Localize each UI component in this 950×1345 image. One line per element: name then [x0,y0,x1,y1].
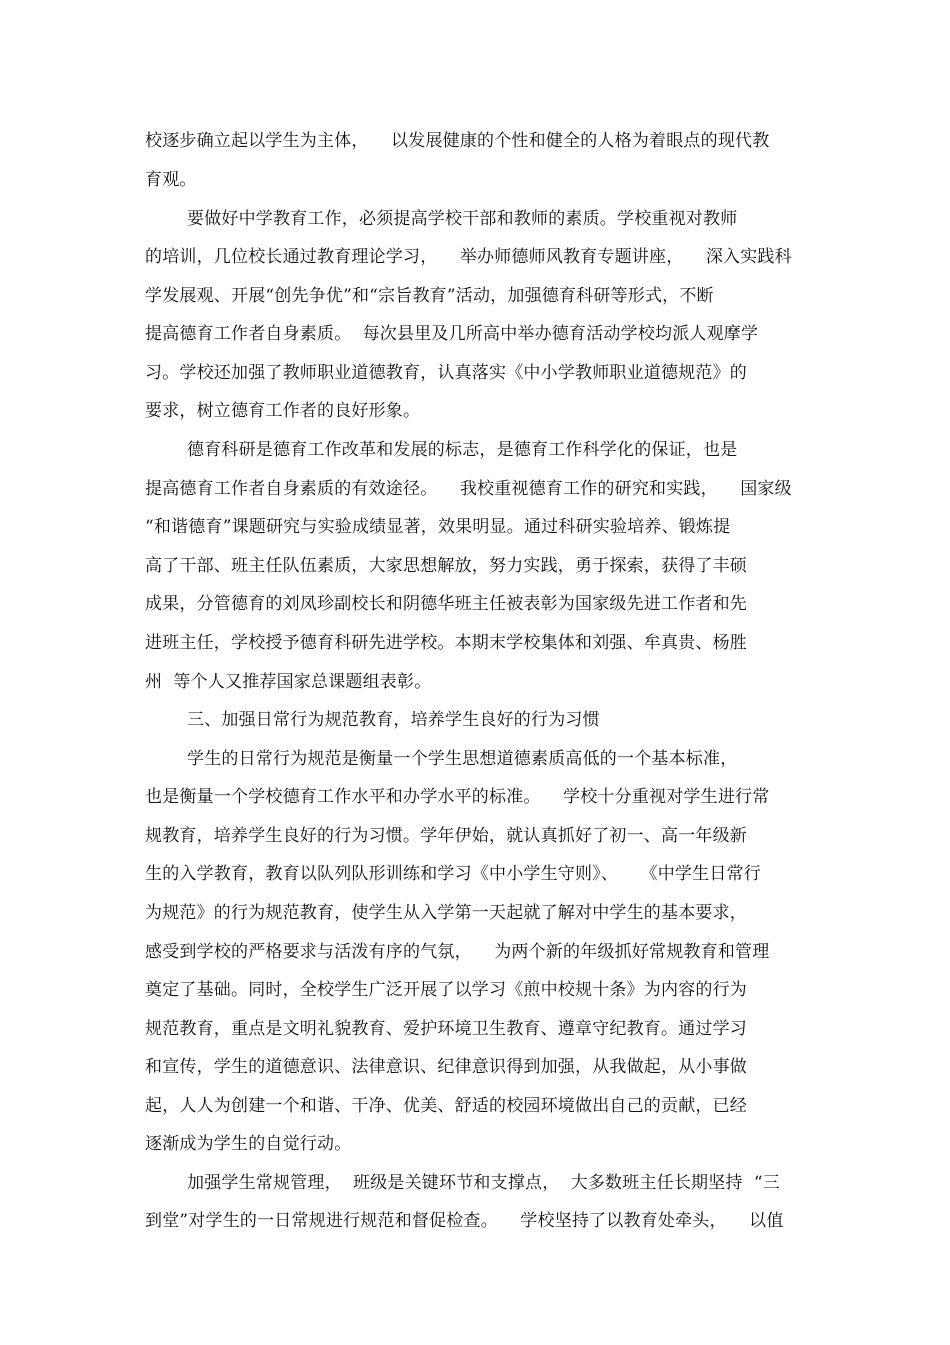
text-line: 育观。 [145,170,197,190]
paragraph-first-line: 德育科研是德育工作改革和发展的标志，是德育工作科学化的保证，也是 [187,440,738,460]
paragraph-first-line: 要做好中学教育工作，必须提高学校干部和教师的素质。学校重视对教师 [187,209,738,229]
text-line: 起，人人为创建一个和谐、干净、优美、舒适的校园环境做出自己的贡献，已经 [145,1096,747,1116]
text-line: 高了干部、班主任队伍素质，大家思想解放，努力实践，勇于探索，获得了丰硕 [145,556,747,576]
text-line: 到堂”对学生的一日常规进行规范和督促检查。 学校坚持了以教育处牵头， 以值 [145,1211,784,1231]
text-line: 提高德育工作者自身素质的有效途径。 我校重视德育工作的研究和实践， 国家级 [145,479,792,499]
text-line: 规教育，培养学生良好的行为习惯。学年伊始，就认真抓好了初一、高一年级新 [145,826,747,846]
text-line: 进班主任，学校授予德育科研先进学校。本期末学校集体和刘强、牟真贵、杨胜 [145,633,747,653]
text-line: 奠定了基础。同时，全校学生广泛开展了以学习《煎中校规十条》为内容的行为 [145,980,747,1000]
text-line: 规范教育，重点是文明礼貌教育、爱护环境卫生教育、遵章守纪教育。通过学习 [145,1019,747,1039]
section-heading: 三、加强日常行为规范教育，培养学生良好的行为习惯 [187,710,600,730]
text-line: “和谐德育”课题研究与实验成绩显著，效果明显。通过科研实验培养、锻炼提 [145,517,731,537]
text-line: 校逐步确立起以学生为主体， 以发展健康的个性和健全的人格为着眼点的现代教 [145,131,770,151]
text-line: 逐渐成为学生的自觉行动。 [145,1134,352,1154]
paragraph-first-line: 加强学生常规管理， 班级是关键环节和支撑点， 大多数班主任长期坚持 “三 [187,1173,780,1193]
text-line: 州 等个人又推荐国家总课题组表彰。 [145,672,432,692]
text-line: 学发展观、开展“创先争优”和“宗旨教育”活动，加强德育科研等形式，不断 [145,286,714,306]
text-line: 要求，树立德育工作者的良好形象。 [145,401,421,421]
text-line: 和宣传，学生的道德意识、法律意识、纪律意识得到加强，从我做起，从小事做 [145,1057,747,1077]
text-line: 的培训，几位校长通过教育理论学习， 举办师德师风教育专题讲座， 深入实践科 [145,247,792,267]
text-line: 为规范》的行为规范教育，使学生从入学第一天起就了解对中学生的基本要求， [145,903,747,923]
paragraph-first-line: 学生的日常行为规范是衡量一个学生思想道德素质高低的一个基本标准， [187,749,738,769]
text-line: 提高德育工作者自身素质。 每次县里及几所高中举办德育活动学校均派人观摩学 [145,324,759,344]
text-line: 生的入学教育，教育以队列队形训练和学习《中小学生守则》、 《中学生日常行 [145,864,761,884]
text-line: 也是衡量一个学校德育工作水平和办学水平的标准。 学校十分重视对学生进行常 [145,787,770,807]
text-line: 感受到学校的严格要求与活泼有序的气氛， 为两个新的年级抓好常规教育和管理 [145,942,770,962]
text-line: 成果，分管德育的刘凤珍副校长和阴德华班主任被表彰为国家级先进工作者和先 [145,594,747,614]
text-line: 习。学校还加强了教师职业道德教育，认真落实《中小学教师职业道德规范》的 [145,363,747,383]
